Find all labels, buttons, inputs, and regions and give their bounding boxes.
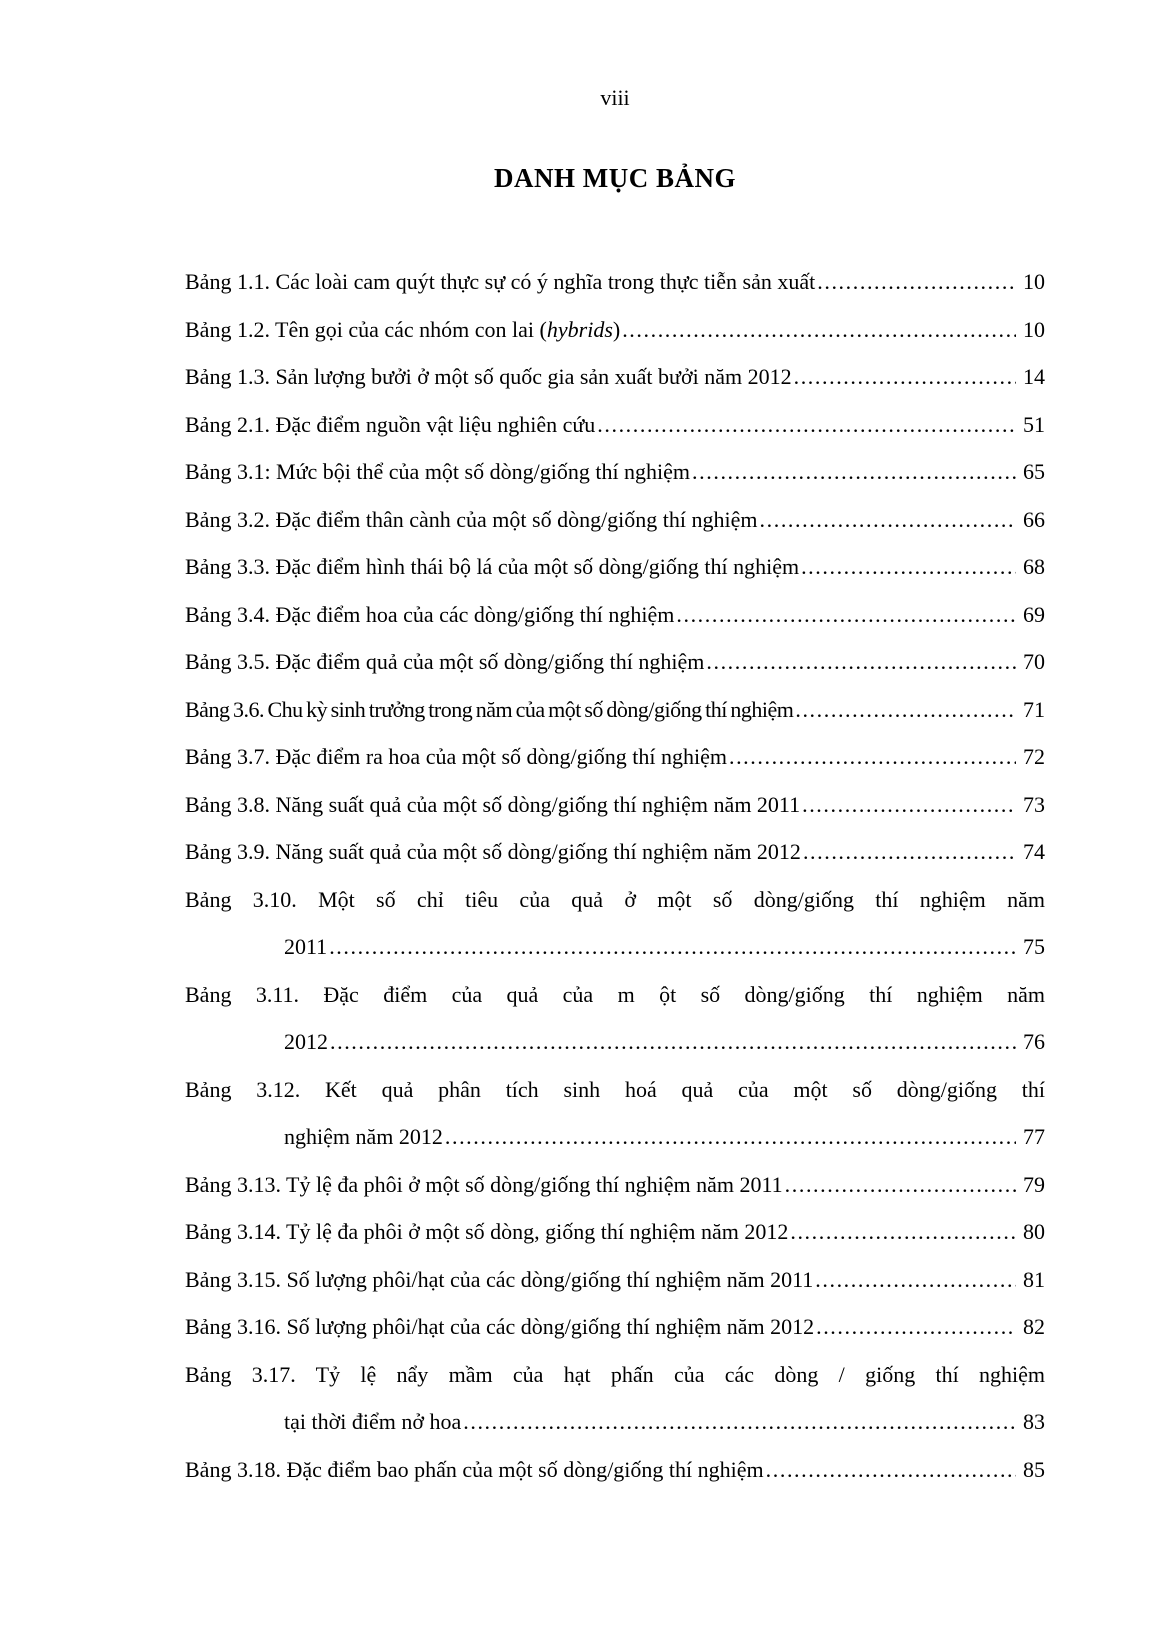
toc-entry [185, 401, 1045, 449]
toc-entry-label-text: ) [612, 316, 621, 342]
dot-leader [803, 828, 1016, 876]
dot-leader [795, 686, 1016, 734]
dot-leader [329, 923, 1016, 971]
dot-leader [622, 306, 1016, 354]
toc-entry [185, 1208, 1045, 1256]
toc-entry-label: Bảng 3.7. Đặc điểm ra hoa của một số dòng/giống thí nghiệm [185, 744, 727, 769]
dot-leader [729, 733, 1016, 781]
toc-entry-continuation-label: nghiệm năm 2012 [284, 1124, 443, 1149]
toc-entry-continuation-label: 2012 [284, 1029, 328, 1054]
toc-entry-page: 10 [1023, 316, 1045, 342]
toc-entry-page: 72 [1023, 744, 1045, 769]
toc-entry-label: Bảng 3.8. Năng suất quả của một số dòng/giống thí nghiệm năm 2011 [185, 791, 801, 817]
toc-entry [185, 1256, 1045, 1304]
toc-entry [185, 306, 1045, 354]
dot-leader [760, 496, 1016, 544]
toc-entry-continuation [185, 1018, 1045, 1066]
toc-entry-label: Bảng 3.5. Đặc điểm quả của một số dòng/giống thí nghiệm [185, 649, 705, 674]
toc-entry-page: 76 [1023, 1029, 1045, 1054]
toc-entry [185, 638, 1045, 686]
toc-entry-page: 66 [1023, 506, 1045, 532]
dot-leader [692, 448, 1016, 496]
toc-entry-label: Bảng 3.18. Đặc điểm bao phấn của một số dòng/giống thí nghiệm [185, 1456, 764, 1482]
toc-entry [185, 1066, 1045, 1114]
toc-entry [185, 686, 1045, 734]
toc-entry-label-text: Bảng 1.2. Tên gọi của các nhóm con lai ( [185, 316, 547, 342]
toc-entry [185, 591, 1045, 639]
toc-entry-label: Bảng 3.3. Đặc điểm hình thái bộ lá của một số dòng/giống thí nghiệm [185, 554, 800, 579]
toc-entry-page: 80 [1023, 1219, 1045, 1244]
toc-entry-label: Bảng 3.10. Một số chỉ tiêu của quả ở một số dòng/giống thí nghiệm năm [185, 886, 1045, 912]
toc-entry [185, 1161, 1045, 1209]
toc-entry-continuation [185, 1398, 1045, 1446]
toc-entry-label: Bảng 3.1: Mức bội thể của một số dòng/giống thí nghiệm [185, 459, 691, 484]
toc-entry-label: Bảng 1.3. Sản lượng bưởi ở một số quốc gia sản xuất bưởi năm 2012 [185, 364, 792, 389]
toc-entry-label: Bảng 3.11. Đặc điểm của quả của m ột số dòng/giống thí nghiệm năm [185, 981, 1045, 1007]
toc-entry-label: Bảng 3.17. Tỷ lệ nẩy mầm của hạt phấn của các dòng / giống thí nghiệm [185, 1361, 1045, 1387]
toc-entry [185, 971, 1045, 1019]
toc-entry-label: Bảng 3.12. Kết quả phân tích sinh hoá quả của một số dòng/giống thí [185, 1076, 1045, 1102]
toc-entry [185, 828, 1045, 876]
page-number: viii [600, 85, 630, 110]
toc-entry-continuation [185, 923, 1045, 971]
toc-entry-page: 69 [1023, 601, 1045, 627]
toc-entry-label: Bảng 3.14. Tỷ lệ đa phôi ở một số dòng, giống thí nghiệm năm 2012 [185, 1219, 789, 1244]
toc-entry [185, 496, 1045, 544]
toc-entry-page: 83 [1023, 1409, 1045, 1434]
toc-entry-label: Bảng 1.1. Các loài cam quýt thực sự có ý nghĩa trong thực tiễn sản xuất [185, 269, 816, 294]
toc-entry-page: 71 [1023, 696, 1045, 722]
toc-entry [185, 353, 1045, 401]
toc-entry-label: Bảng 3.16. Số lượng phôi/hạt của các dòng/giống thí nghiệm năm 2012 [185, 1314, 815, 1339]
toc-entry-page: 74 [1023, 839, 1045, 864]
dot-leader [815, 1256, 1016, 1304]
toc-entry-label: Bảng 3.2. Đặc điểm thân cành của một số dòng/giống thí nghiệm [185, 506, 758, 532]
toc-entry-page: 14 [1023, 364, 1045, 389]
dot-leader [790, 1208, 1016, 1256]
toc-entry [185, 448, 1045, 496]
toc-entry-page: 70 [1023, 649, 1045, 674]
toc-entry [185, 258, 1045, 306]
dot-leader [706, 638, 1016, 686]
toc-entry-label-italic: hybrids [546, 316, 613, 342]
dot-leader [816, 1303, 1016, 1351]
toc-entry-label: Bảng 3.9. Năng suất quả của một số dòng/giống thí nghiệm năm 2012 [185, 839, 801, 864]
dot-leader [597, 401, 1016, 449]
toc-entry-continuation [185, 1113, 1045, 1161]
toc-entry [185, 781, 1045, 829]
toc-entry-page: 65 [1023, 459, 1045, 484]
toc-entry-page: 73 [1023, 791, 1045, 817]
toc-entry [185, 1303, 1045, 1351]
toc-entry [185, 733, 1045, 781]
page-title: DANH MỤC BẢNG [494, 163, 736, 193]
toc-entry-page: 75 [1023, 934, 1045, 959]
dot-leader [676, 591, 1016, 639]
dot-leader [330, 1018, 1016, 1066]
dot-leader [801, 543, 1016, 591]
toc-entry-label: Bảng 2.1. Đặc điểm nguồn vật liệu nghiên cứu [185, 411, 596, 437]
toc-entry [185, 876, 1045, 924]
dot-leader [463, 1398, 1016, 1446]
toc-entry-label: Bảng 3.15. Số lượng phôi/hạt của các dòng/giống thí nghiệm năm 2011 [185, 1266, 814, 1292]
toc-entry-page: 85 [1023, 1456, 1045, 1482]
dot-leader [785, 1161, 1016, 1209]
dot-leader [445, 1113, 1016, 1161]
toc-entry-label: Bảng 3.13. Tỷ lệ đa phôi ở một số dòng/giống thí nghiệm năm 2011 [185, 1171, 783, 1197]
dot-leader [794, 353, 1016, 401]
toc-entry-continuation-label: 2011 [284, 934, 328, 959]
toc-entry-label [185, 306, 620, 354]
toc-entry-page: 51 [1023, 411, 1045, 437]
toc-entry [185, 543, 1045, 591]
toc-entry-page: 68 [1023, 554, 1045, 579]
toc-entry-page: 10 [1023, 269, 1045, 294]
toc-entry [185, 1446, 1045, 1494]
toc-entry-page: 77 [1023, 1124, 1045, 1149]
dot-leader [817, 258, 1016, 306]
toc-entry-page: 82 [1023, 1314, 1045, 1339]
toc-entry [185, 1351, 1045, 1399]
toc-entry-page: 81 [1023, 1266, 1045, 1292]
dot-leader [766, 1446, 1016, 1494]
toc-entry-label: Bảng 3.6. Chu kỳ sinh trưởng trong năm của một số dòng/giống thí nghiệm [185, 696, 794, 722]
toc-entry-continuation-label: tại thời điểm nở hoa [284, 1409, 462, 1434]
dot-leader [802, 781, 1016, 829]
toc-entry-label: Bảng 3.4. Đặc điểm hoa của các dòng/giống thí nghiệm [185, 601, 675, 627]
toc-entry-page: 79 [1023, 1171, 1045, 1197]
table-of-contents [185, 258, 1045, 1493]
